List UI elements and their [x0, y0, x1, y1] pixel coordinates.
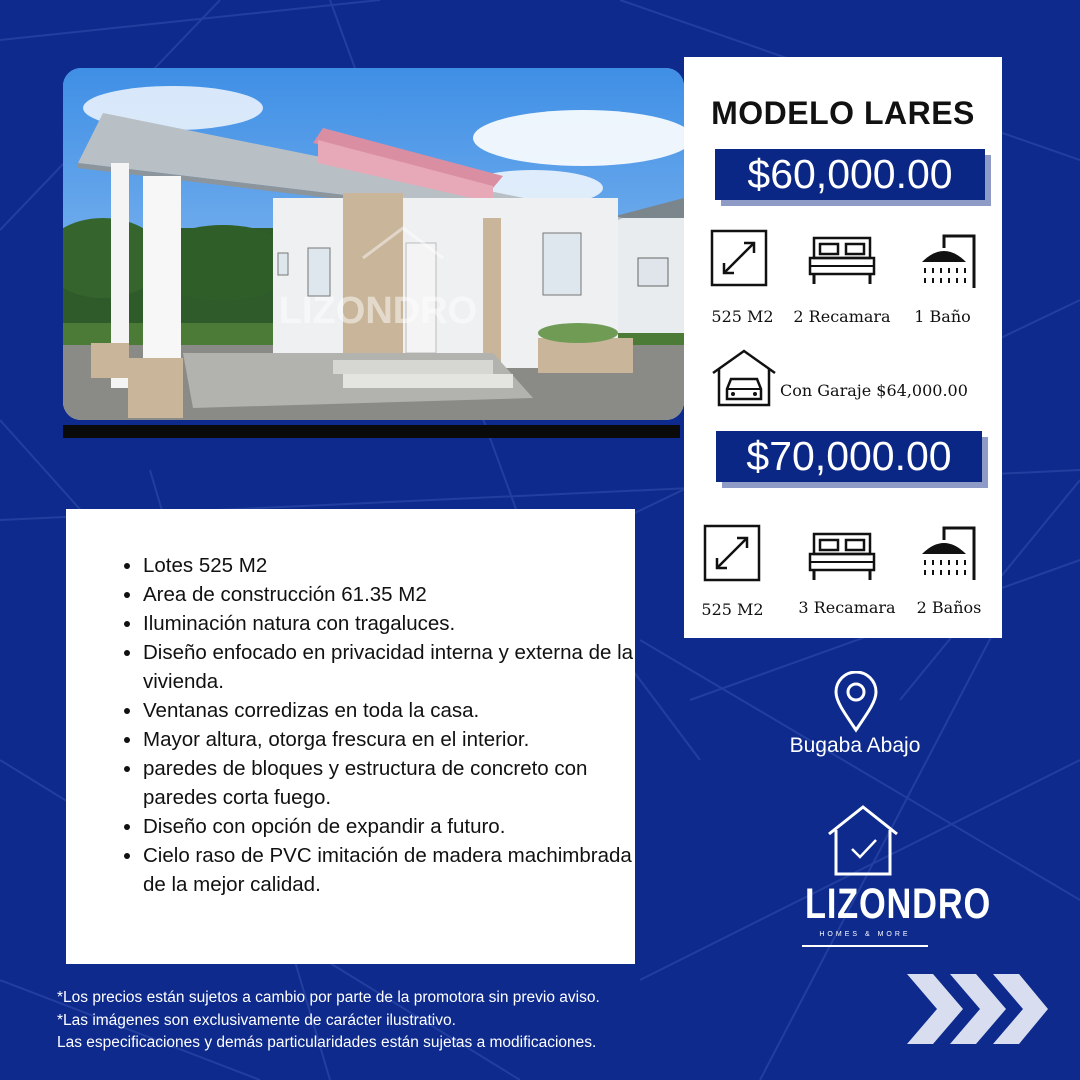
spec-bedrooms-2: 3 Recamara: [798, 598, 896, 617]
disclaimer-line: *Los precios están sujetos a cambio por parte de la promotora sin previo aviso.: [57, 989, 600, 1006]
garage-price-label: Con Garaje $64,000.00: [780, 381, 968, 400]
feature-item: • paredes de bloques y estructura de concreto con paredes corta fuego.: [143, 754, 643, 812]
feature-item: • Mayor altura, otorga frescura en el interior.: [143, 725, 643, 754]
next-arrows-icon[interactable]: [905, 972, 1050, 1046]
feature-item: • Lotes 525 M2: [143, 551, 643, 580]
feature-item: • Cielo raso de PVC imitación de madera machimbrada de la mejor calidad.: [143, 841, 643, 899]
features-list: [116, 551, 643, 899]
brand-tagline: HOMES & MORE: [819, 931, 911, 938]
spec-area-2: 525 M2: [701, 600, 764, 619]
area-icon: [710, 229, 768, 287]
price-with-garage: $70,000.00: [716, 431, 982, 482]
bed-icon: [808, 236, 876, 286]
feature-item: • Diseño con opción de expandir a futuro.: [143, 812, 643, 841]
photo-watermark: LIZONDRO: [278, 290, 478, 332]
garage-icon: [711, 349, 777, 407]
price-base: $60,000.00: [715, 149, 985, 200]
spec-bathrooms-1: 1 Baño: [914, 307, 971, 326]
disclaimer-line: Las especificaciones y demás particularidades están sujetas a modificaciones.: [57, 1034, 597, 1051]
location-label: Bugaba Abajo: [789, 734, 921, 757]
brand-divider: [802, 945, 928, 947]
spec-bedrooms-1: 2 Recamara: [793, 307, 891, 326]
map-pin-icon: [833, 671, 879, 733]
disclaimer-line: *Las imágenes son exclusivamente de carácter ilustrativo.: [57, 1011, 456, 1029]
feature-item: • Area de construcción 61.35 M2: [143, 580, 643, 609]
photo-underline: [63, 425, 680, 438]
feature-item: • Diseño enfocado en privacidad interna y externa de la vivienda.: [143, 638, 643, 696]
shower-icon: [918, 524, 978, 582]
spec-area-1: 525 M2: [711, 307, 774, 326]
spec-bathrooms-2: 2 Baños: [916, 598, 982, 617]
area-icon: [703, 524, 761, 582]
bed-icon: [808, 532, 876, 582]
disclaimer: [57, 987, 600, 1055]
model-title: MODELO LARES: [711, 95, 975, 131]
feature-item: • Iluminación natura con tragaluces.: [143, 609, 643, 638]
brand-logo-text: LIZONDRO: [805, 880, 992, 928]
house-photo: [63, 68, 684, 420]
feature-item: • Ventanas corredizas en toda la casa.: [143, 696, 643, 725]
shower-icon: [918, 232, 978, 290]
house-check-icon: [826, 804, 900, 876]
